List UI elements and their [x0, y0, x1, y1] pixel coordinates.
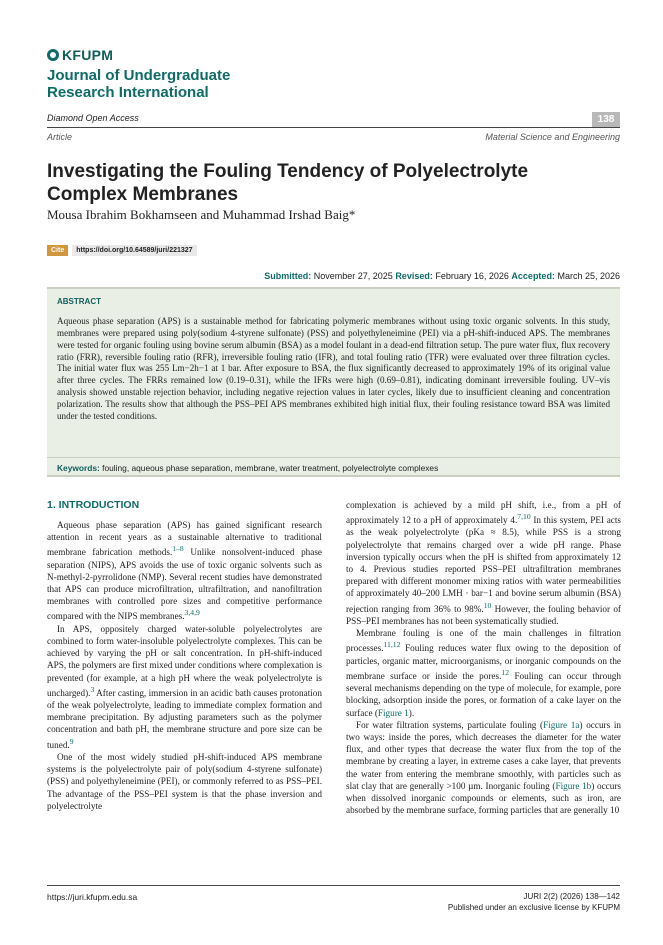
- paragraph-text: Fouling can occur through several mechanisms depending on the type of molecule, for example, pore blocking, adsorption inside the pores, or formation of a cake layer on the surface (: [346, 670, 621, 718]
- citation-ref[interactable]: 9: [69, 736, 74, 746]
- kfupm-logo-icon: [47, 49, 59, 61]
- citation-ref[interactable]: 1–8: [172, 544, 184, 554]
- figure-link[interactable]: Figure 1: [377, 707, 409, 718]
- paragraph-text: Membrane fouling is one of the main challenges in filtration processes.: [346, 628, 621, 654]
- article-type: Article: [47, 132, 73, 142]
- accepted-date: March 25, 2026: [557, 271, 620, 281]
- submitted-label: Submitted:: [264, 271, 312, 281]
- abstract-text: Aqueous phase separation (APS) is a sustainable method for fabricating polymeric membranes without using toxic organic solvents. In this study, membranes were prepared using poly(sodium 4-styrene sulfonate) (PSS) and polyethyleneimine (PEI) via a pH-shift-induced APS. The membranes were tested for organic fouling using bovine serum albumin (BSA) as a model foulant in a dead-end filtration setup. The pure water flux, flux recovery ratio (FRR), reversible fouling ratio (RFR), irreversible fouling ratio (IFR), and total fouling ratio (TFR) were evaluated over three filtration cycles. The initial water flux was 255 Lm−2h−1 at 1 bar. After exposure to BSA, the flux significantly decreased to approximately 19% of its original value after three cycles. The FRRs remained low (0.19–0.31), while the IFRs were high (0.69–0.81), indicating dominant irreversible fouling. UV–vis analysis showed unstable rejection behavior, including negative rejection values in later cycles, likely due to insufficient cleaning and concentration polarization. The results show that although the PSS–PEI APS membranes exhibited high initial flux, their fouling resistance toward BSA was limited under the tested conditions.: [57, 316, 610, 421]
- paragraph: [47, 751, 322, 812]
- paragraph-text: One of the most widely studied pH-shift-induced APS membrane systems is the polyelectrolyte pair of poly(sodium 4-styrene sulfonate) (PSS) and polyethyleneimine (PEI), or commonly referred to as PSS–PEI. The advantage of the PSS–PEI system is that the phase inversion and polyelectrolyte: [47, 751, 322, 811]
- paragraph-text: ) occurs when dissolved inorganic compounds or elements, such as iron, are absorbed by the membrane surface, forming particles that are generally 10: [346, 780, 621, 816]
- paragraph: [346, 719, 621, 817]
- citation-ref[interactable]: 3,4,9: [184, 608, 200, 618]
- submitted-date: November 27, 2025: [313, 271, 393, 281]
- page-number-badge: 138: [592, 112, 620, 127]
- footer-info: [448, 892, 620, 913]
- figure-link[interactable]: Figure 1a: [543, 719, 580, 730]
- paragraph-text: In this system, PEI acts as the weak polyelectrolyte (pKa ≈ 8.5), while PSS is a strong polyelectrolyte that remains charged over a wide pH range. Phase inversion typically occurs when the pH is shifted from approximately 12 to 4. Previous studies reported PSS–PEI ultrafiltration membranes prepared with different monomer mixing ratios with water permeabilities of approximately 40–200 LMH · bar−1 and bovine serum albumin (BSA) rejection ranging from 36% to 98%.: [346, 515, 621, 614]
- cite-tag[interactable]: Cite: [47, 245, 68, 256]
- paragraph-text: ).: [408, 707, 415, 718]
- paragraph-text: complexation is achieved by a mild pH shift, i.e., from a pH of approximately 12 to a pH of approximately 4.: [346, 500, 621, 526]
- body-column-right: [346, 499, 621, 816]
- paragraph-text: Aqueous phase separation (APS) has gained significant research attention in recent years as a sustainable alternative to traditional membrane fabrication methods.: [47, 520, 322, 558]
- journal-name-line2: Research International: [47, 84, 209, 101]
- cite-box: [47, 245, 197, 256]
- logo-text: KFUPM: [62, 47, 114, 63]
- body-column-left: [47, 519, 322, 812]
- journal-logo: [47, 47, 113, 63]
- citation-ref[interactable]: 3: [90, 684, 95, 694]
- paragraph-text: After casting, immersion in an acidic bath causes protonation of the weak polyelectrolyte, leading to immediate complex formation and membrane precipitation. By adjusting parameters such as the polymer concentration and bath pH, the membrane structure and pore size can be tuned.: [47, 687, 322, 750]
- keywords-text: fouling, aqueous phase separation, membrane, water treatment, polyelectrolyte complexes: [102, 463, 439, 473]
- date-line: [264, 271, 620, 281]
- paragraph-text: However, the fouling behavior of PSS–PEI membranes has not been systematically studied.: [346, 603, 621, 626]
- paragraph: [47, 519, 322, 623]
- paragraph-text: For water filtration systems, particulate fouling (: [356, 719, 544, 730]
- doi-link[interactable]: https://doi.org/10.64589/juri/221327: [72, 245, 196, 256]
- footer-rule: [47, 885, 620, 886]
- revised-date: February 16, 2026: [435, 271, 509, 281]
- paragraph-text: Fouling reduces water flux owing to the deposition of particles, organic matter, microorganisms, or inorganic compounds on the membrane surface or inside the pores.: [346, 643, 621, 681]
- paragraph: [346, 499, 621, 627]
- section-heading-introduction: 1. INTRODUCTION: [47, 499, 140, 511]
- paragraph: [346, 627, 621, 719]
- footer-license: Published under an exclusive license by KFUPM: [447, 902, 620, 912]
- accepted-label: Accepted:: [511, 271, 555, 281]
- paragraph-text: ) occurs in two ways: inside the pores, which decreases the diameter for the water flux, and other types that decrease the water flux from the top of the membrane by creating a layer, in extreme cases a cake layer, that prevents the water from entering the membrane smoothly, with particles such as slat clay that are generally >100 µm. Inorganic fouling (: [346, 719, 622, 791]
- paragraph: [47, 623, 322, 751]
- citation-ref[interactable]: 12: [501, 667, 510, 677]
- citation-ref[interactable]: 11,12: [383, 640, 401, 650]
- figure-link[interactable]: Figure 1b: [555, 780, 592, 791]
- footer-citation: JURI 2(2) (2026) 138—142: [523, 892, 620, 901]
- revised-label: Revised:: [395, 271, 433, 281]
- journal-name-line1: Journal of Undergraduate: [47, 67, 231, 84]
- author-list: Mousa Ibrahim Bokhamseen and Muhammad Irshad Baig*: [47, 207, 356, 222]
- abstract-box: [47, 287, 620, 477]
- keywords-label: Keywords:: [57, 463, 100, 473]
- header-rule: [47, 127, 620, 128]
- abstract-heading: ABSTRACT: [57, 297, 101, 306]
- journal-name: [47, 67, 347, 101]
- journal-url[interactable]: https://juri.kfupm.edu.sa: [47, 892, 138, 902]
- keywords-line: [57, 463, 438, 473]
- citation-ref[interactable]: 7,10: [517, 512, 531, 522]
- subject-area: Material Science and Engineering: [485, 132, 620, 142]
- paragraph-text: In APS, oppositely charged water-soluble polyelectrolytes are combined to form water-insoluble polyelectrolyte complexes. This can be achieved by varying the pH or salt concentration. In pH-shift-induced APS, the polymers are first mixed under conditions where complexation is prevented (for example, at a high pH where the weak polyelectrolyte is uncharged).: [47, 623, 322, 698]
- access-label: Diamond Open Access: [47, 113, 139, 123]
- paragraph-text: Unlike nonsolvent-induced phase separation (NIPS), APS avoids the use of toxic organic solvents such as N-methyl-2-pyrrolidone (NMP). Several recent studies have demonstrated that APS can produce microfiltration, ultrafiltration, and nanofiltration membranes with controlled pore sizes and competitive performance compared with the NIPS membranes.: [47, 547, 322, 622]
- article-title: Investigating the Fouling Tendency of Polyelectrolyte Complex Membranes: [47, 161, 529, 205]
- keywords-rule: [47, 457, 620, 458]
- citation-ref[interactable]: 10: [483, 600, 492, 610]
